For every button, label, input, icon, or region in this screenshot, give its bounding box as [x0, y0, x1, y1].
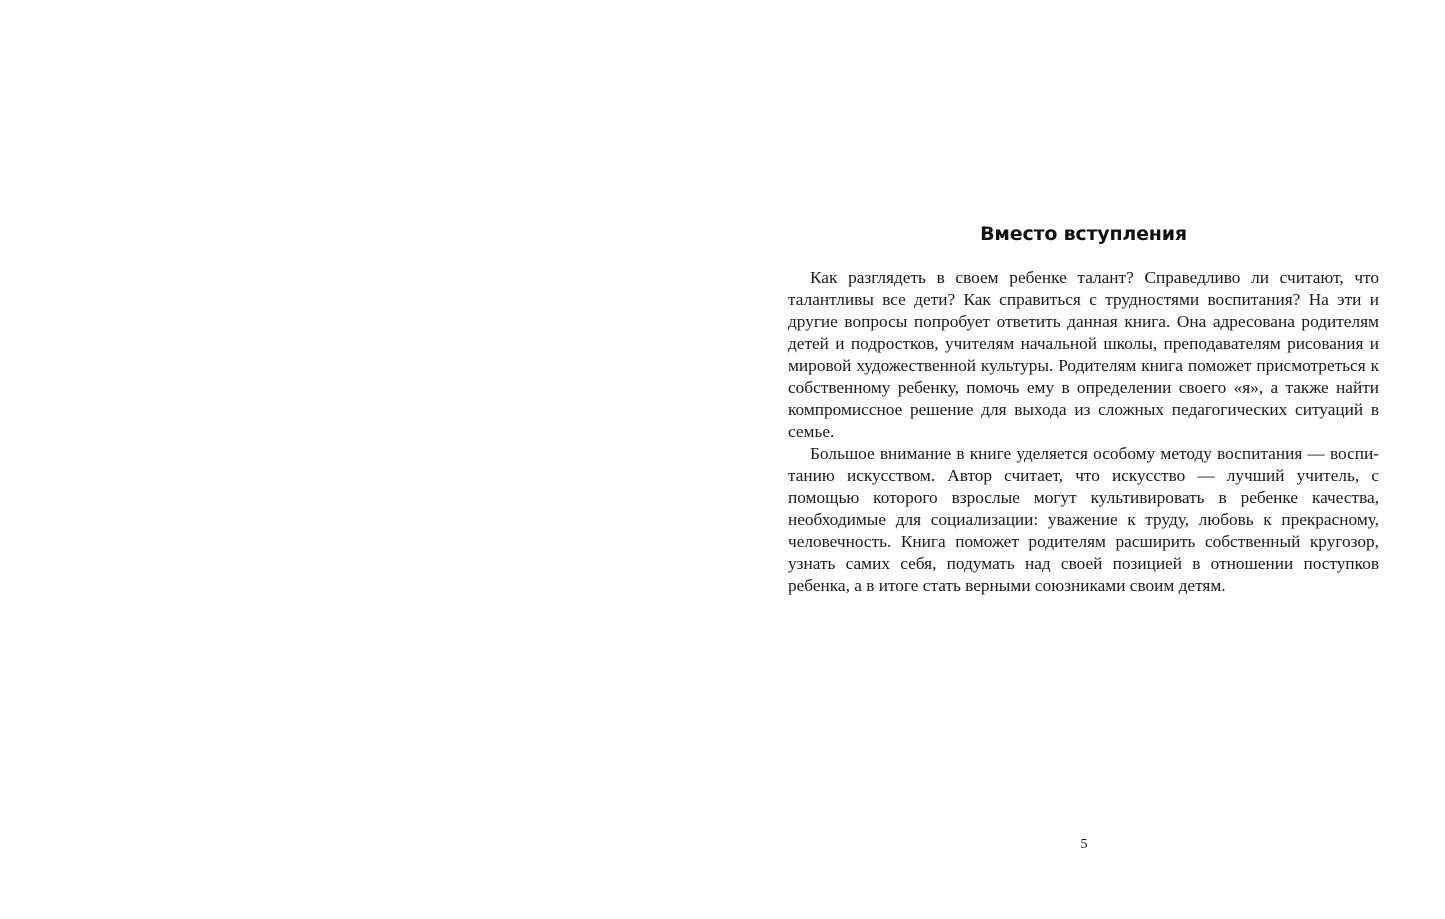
left-page-blank [0, 0, 722, 919]
paragraph-1: Как разглядеть в своем ребенке талант? Справедливо ли считают, что талантливы все дети? Как справиться с трудностями воспитания? На эти и другие вопросы попробует ответить данная книга. Она адресована родителям детей и подростков, учителям начальной школы, преподавателям рисования и мировой художественной культуры. Родителям книга поможет присмотреться к собственному ребенку, помочь ему в определении своего «я», а также найти компромиссное решение для выхода из сложных педагогических ситуаций в семье. [788, 268, 1379, 441]
page-number: 5 [1080, 837, 1088, 852]
paragraph-2: Большое внимание в книге уделяется особому методу воспитания — воспитанию искусством. Автор считает, что искусство — лучший учитель, с помощью которого взрослые могут культивировать в ребенке качества, необходимые для социализации: уважение к труду, любовь к прекрасному, человечность. Книга поможет родителям расширить собственный кругозор, узнать самих себя, подумать над своей позицией в отношении поступков ребенка, а в итоге стать верными союзниками своим детям. [788, 444, 1379, 595]
chapter-title: Вместо вступления [980, 223, 1187, 245]
right-page [722, 0, 1445, 919]
body-text [788, 267, 1379, 597]
